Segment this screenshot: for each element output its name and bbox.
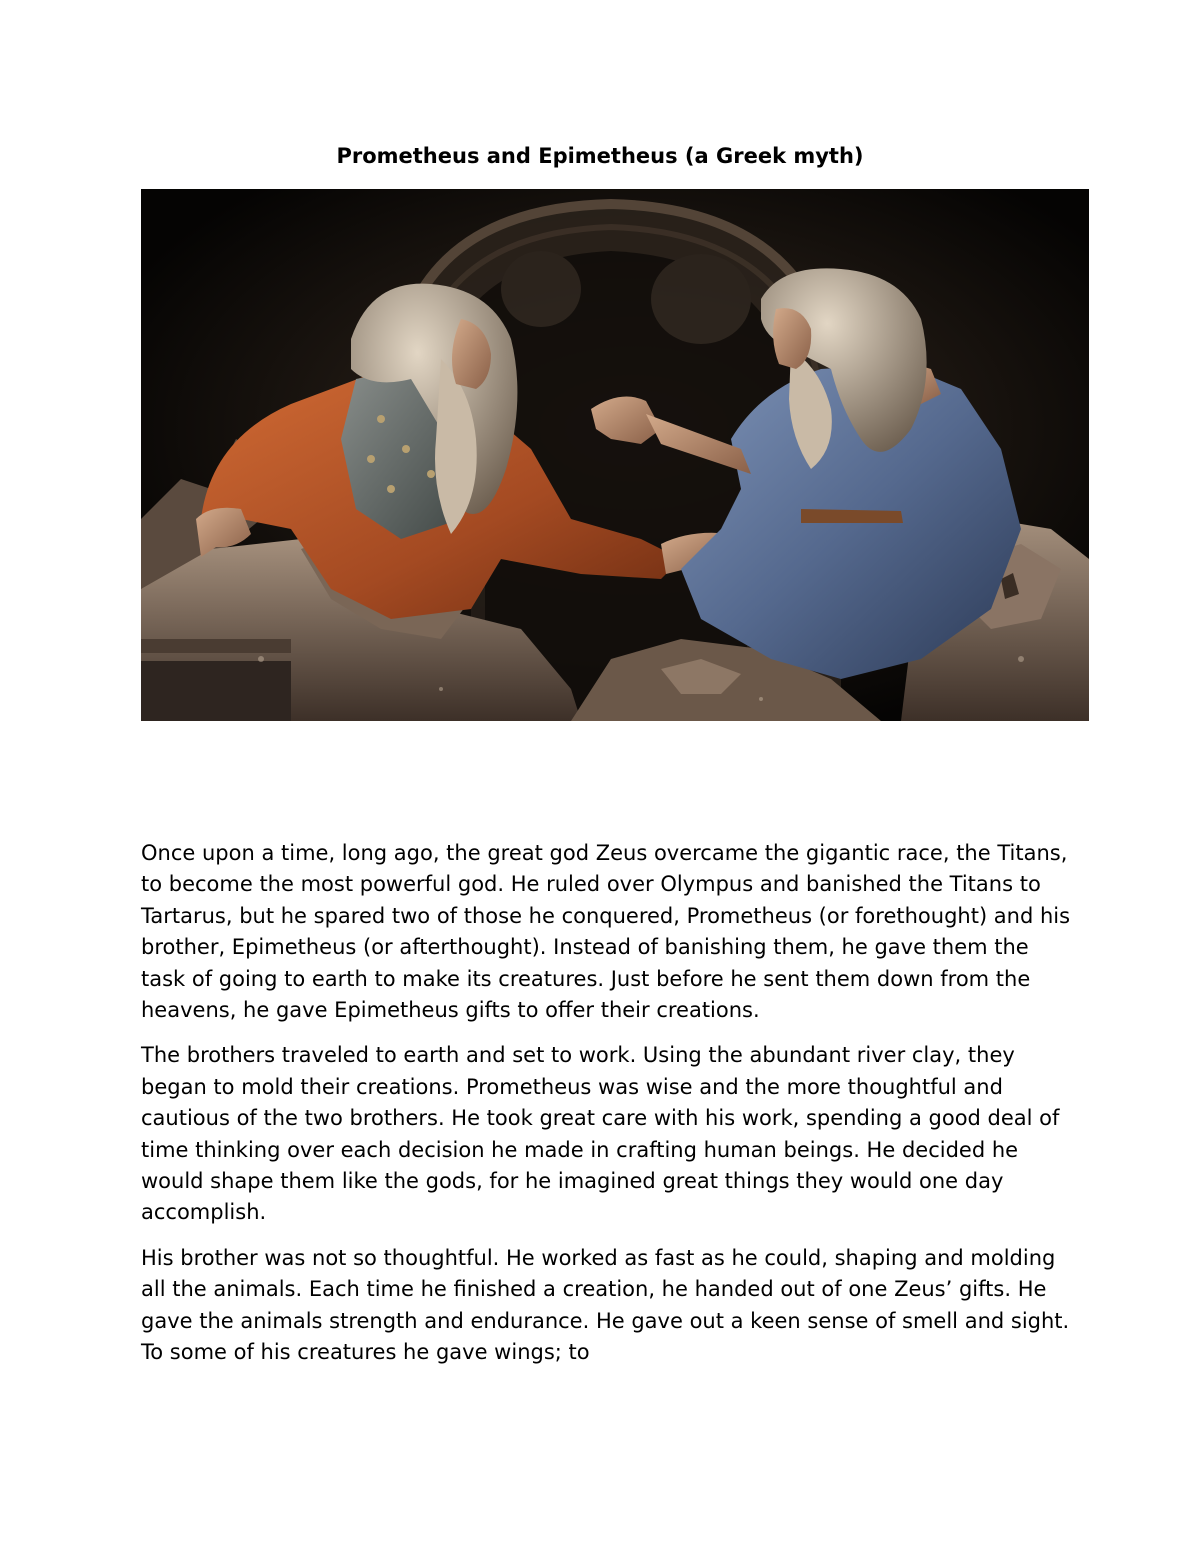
illustration-svg xyxy=(141,189,1089,721)
paragraph-2: The brothers traveled to earth and set to work. Using the abundant river clay, they began to mold their creations. Prometheus was wise and the more thoughtful and cautious of the two brothers. He took great care with his work, spending a good deal of time thinking over each decision he made in crafting human beings. He decided he would shape them like the gods, for he imagined great things they would one day accomplish. xyxy=(141,1043,1060,1225)
story-body xyxy=(141,838,1071,1383)
illustration-two-titans-arguing xyxy=(141,189,1089,721)
paragraph-3: His brother was not so thoughtful. He worked as fast as he could, shaping and molding all the animals. Each time he finished a creation, he handed out of one Zeus’ gifts. He gave the animals strength and endurance. He gave out a keen sense of smell and sight. To some of his creatures he gave wings; to xyxy=(141,1245,1070,1365)
paragraph-1: Once upon a time, long ago, the great god Zeus overcame the gigantic race, the Titans, to become the most powerful god. He ruled over Olympus and banished the Titans to Tartarus, but he spared two of those he conquered, Prometheus (or forethought) and his brother, Epimetheus (or afterthought). Instead of banishing them, he gave them the task of going to earth to make its creatures. Just before he sent them down from the heavens, he gave Epimetheus gifts to offer their creations. xyxy=(141,841,1071,1023)
document-title: Prometheus and Epimetheus (a Greek myth) xyxy=(336,144,864,168)
